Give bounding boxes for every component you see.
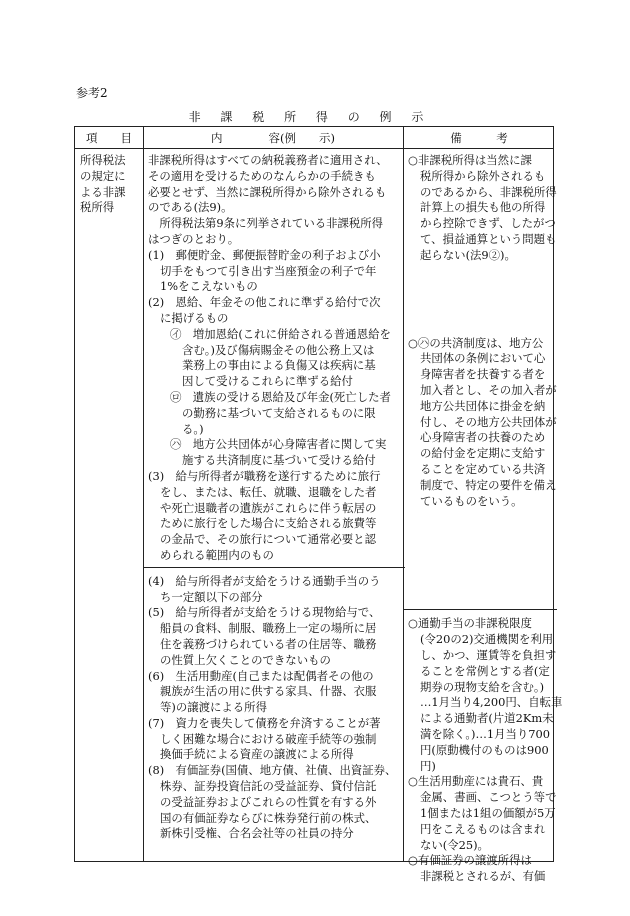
remarks-line: 1個または1組の価額が5万 [420,805,556,820]
remarks-line: 付し、その地方公共団体が [420,414,557,429]
content-line: ち一定額以下の部分 [160,589,263,604]
remarks-line: 満を除く。)…1月当り700 [420,726,551,741]
content-line: 等)の譲渡による所得 [160,700,267,715]
remarks-line: ○生活用動産には貴石、貴 [408,774,544,789]
content-line: に掲げるもの [160,310,229,325]
header-item: 項 目 [86,131,132,145]
content-line: しく困難な場合における破産手続等の強制 [160,731,377,746]
remarks-line: のであるから、非課税所得 [420,184,557,199]
header-divider [75,148,553,149]
content-line: の金品で、その旅行について通常必要と認 [160,532,376,547]
content-line: 必要とせず、当然に課税所得から除外されるも [148,184,387,199]
content-line: められる範囲内のもの [160,547,274,562]
remarks-line: 身障害者を扶養する者を [420,367,546,382]
content-line: の勤務に基づいて支給されるものに限 [182,405,376,420]
row-divider [143,567,405,568]
document-title: 非 課 税 所 得 の 例 示 [188,110,432,124]
remarks-line: ○有価証券の譲渡所得は [408,853,532,868]
content-line: 親族が生活の用に供する家具、什器、衣服 [160,684,377,699]
content-line: ㋩ 地方公共団体が心身障害者に関して実 [170,437,387,452]
item-line: 所得税法 [80,153,126,167]
exemption-table [74,126,563,884]
remarks-line: 心身障害者の扶養のため [420,430,546,445]
content-line: はつぎのとおり。 [148,231,240,246]
content-line: 1%をこえないもの [160,279,258,294]
item-column [80,153,140,216]
content-line: その適用を受けるためのなんらかの手続きも [148,168,376,183]
content-line: 国の有価証券ならびに株券発行前の株式、 [160,810,377,825]
content-line: のである(法9)。 [148,200,233,215]
remarks-line: 金属、書画、こつとう等で [420,790,557,805]
remarks-line: 税所得から除外されるも [420,168,546,183]
remarks-column [408,153,563,885]
content-line: (5) 給与所得者が支給をうける現物給与で、 [148,605,381,620]
remarks-line: 共団体の条例において心 [420,351,546,366]
content-line: 換価手続による資産の譲渡による所得 [160,747,354,762]
header-remarks: 備 考 [450,131,508,145]
content-line: 非課税所得はすべての納税義務者に適用され、 [148,153,388,167]
content-line: 所得税法第9条に列挙されている非課税所得 [148,216,384,231]
remarks-line: から控除できず、したがつ [420,216,556,231]
remarks-line: ることを定めている共済 [420,461,546,476]
content-line: (7) 資力を喪失して債務を弁済することが著 [148,715,381,730]
remarks-line: 計算上の損失も他の所得 [420,200,546,215]
content-line: をし、または、転任、就職、退職をした者 [160,484,377,499]
remarks-line: ない(令25)。 [420,837,489,852]
content-line: (1) 郵便貯金、郵便振替貯金の利子および小 [148,247,381,262]
content-line: (2) 恩給、年金その他これに準ずる給付で次 [148,295,381,310]
content-line: 切手をもつて引き出す当座預金の利子で年 [160,263,377,278]
content-line: ㋺ 遺族の受ける恩給及び年金(死亡した者 [170,389,391,404]
remarks-line: ているものをいう。 [420,493,523,508]
reference-label: 参考2 [76,86,108,100]
content-line: 株券、証券投資信託の受益証券、貸付信託 [160,779,377,794]
item-line: 税所得 [80,200,115,215]
content-line: の受益証券およびこれらの性質を有する外 [160,794,377,809]
remarks-line: 起らない(法9②)。 [420,247,516,262]
remarks-line: 円) [420,758,436,773]
remarks-line: 地方公共団体に掛金を納 [420,398,546,413]
content-line: ために旅行をした場合に支給される旅費等 [160,516,377,531]
remarks-line: し、かつ、運賃等を負担す [420,647,557,662]
remarks-line: 制度で、特定の要件を備え [420,477,557,492]
item-line: よる非課 [80,184,126,199]
content-line: 船員の食料、制服、職務上一定の場所に居 [160,621,377,636]
remarks-line: 円をこえるものは含まれ [420,821,546,836]
content-line: 新株引受権、合名会社等の社員の持分 [160,826,354,841]
remarks-line: ○㋩の共済制度は、地方公 [408,335,544,350]
remarks-line: 期券の現物支給を含む。) [420,679,545,694]
column-divider [143,127,144,861]
content-line: (4) 給与所得者が支給をうける通勤手当のう [148,573,381,588]
item-line: の規定に [80,168,126,183]
remarks-line: の給付金を定期に支給す [420,446,546,461]
remarks-line: 非課税とされるが、有価 [420,869,546,884]
header-content: 内 容(例 示) [211,131,335,145]
content-column [148,153,400,842]
content-line: る。) [182,421,204,436]
content-line: 業務上の事由による負傷又は疾病に基 [182,358,376,373]
content-line: 施する共済制度に基づいて受ける給付 [182,453,376,468]
remarks-line: による通勤者(片道2Km未 [420,711,554,726]
content-line: の性質上欠くことのできないもの [160,652,331,667]
content-line: 住を義務づけられている者の住居等、職務 [160,636,377,651]
content-line: 因して受けるこれらに準ずる給付 [182,374,353,389]
remarks-line: (令20の2)交通機関を利用 [420,632,554,647]
remarks-line: ○非課税所得は当然に課 [408,153,532,167]
column-divider [403,127,404,861]
content-line: (3) 給与所得者が職務を遂行するために旅行 [148,468,381,483]
content-line: や死亡退職者の遺族がこれらに伴う転居の [160,500,377,515]
content-line: (6) 生活用動産(自己または配偶者その他の [148,668,374,683]
content-line: 含む。)及び傷病賜金その他公務上又は [182,342,375,357]
remarks-line: 円(原動機付のものは900 [420,742,549,757]
row-divider [403,609,557,610]
remarks-line: ○通勤手当の非課税限度 [408,616,532,631]
content-line: (8) 有価証券(国債、地方債、社債、出資証券、 [148,763,397,778]
remarks-line: て、損益通算という問題も [420,231,557,246]
remarks-line: ることを常例とする者(定 [420,663,550,678]
content-line: ㋑ 増加恩給(これに併給される普通恩給を [170,326,391,341]
remarks-line: …1月当り4,200円、自転車 [420,695,563,710]
remarks-line: 加入者とし、その加入者が [420,382,557,397]
